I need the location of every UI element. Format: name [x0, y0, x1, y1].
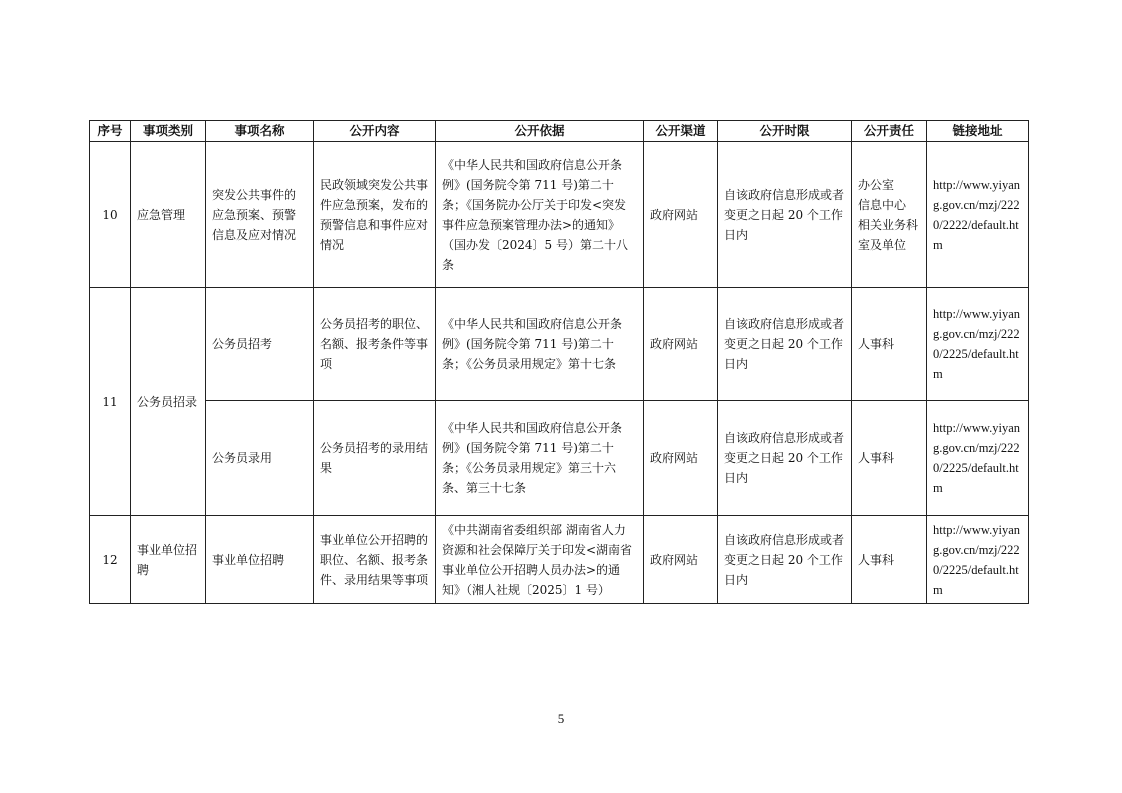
- cell-item-name: 事业单位招聘: [206, 516, 314, 604]
- cell-basis: 《中华人民共和国政府信息公开条例》(国务院令第 711 号)第二十条；《公务员录用规定》第十七条: [436, 288, 644, 401]
- header-link: 链接地址: [927, 121, 1029, 142]
- cell-link[interactable]: http://www.yiyang.gov.cn/mzj/2220/2225/default.htm: [927, 288, 1029, 401]
- cell-category: 应急管理: [131, 142, 206, 288]
- header-time-limit: 公开时限: [718, 121, 852, 142]
- cell-basis: 《中华人民共和国政府信息公开条例》(国务院令第 711 号)第二十条；《公务员录用规定》第三十六条、第三十七条: [436, 401, 644, 516]
- cell-channel: 政府网站: [644, 516, 718, 604]
- cell-content: 公务员招考的职位、名额、报考条件等事项: [314, 288, 436, 401]
- table-row-12: [90, 516, 1029, 604]
- header-item-name: 事项名称: [206, 121, 314, 142]
- cell-time-limit: 自该政府信息形成或者变更之日起 20 个工作日内: [718, 142, 852, 288]
- cell-time-limit: 自该政府信息形成或者变更之日起 20 个工作日内: [718, 288, 852, 401]
- cell-responsibility: 人事科: [852, 516, 927, 604]
- cell-seq: 12: [90, 516, 131, 604]
- cell-category: 公务员招录: [131, 288, 206, 516]
- cell-content: 民政领域突发公共事件应急预案，发布的预警信息和事件应对情况: [314, 142, 436, 288]
- cell-link[interactable]: http://www.yiyang.gov.cn/mzj/2220/2222/default.htm: [927, 142, 1029, 288]
- cell-channel: 政府网站: [644, 288, 718, 401]
- cell-basis: 《中共湖南省委组织部 湖南省人力资源和社会保障厅关于印发<湖南省事业单位公开招聘人员办法>的通知》（湘人社规〔2025〕1 号）: [436, 516, 644, 604]
- cell-time-limit: 自该政府信息形成或者变更之日起 20 个工作日内: [718, 401, 852, 516]
- header-seq: 序号: [90, 121, 131, 142]
- cell-responsibility: 人事科: [852, 401, 927, 516]
- cell-responsibility: 办公室 信息中心 相关业务科室及单位: [852, 142, 927, 288]
- cell-item-name: 公务员招考: [206, 288, 314, 401]
- header-row: [90, 121, 1029, 142]
- table-row-10: [90, 142, 1029, 288]
- cell-basis: 《中华人民共和国政府信息公开条例》(国务院令第 711 号)第二十条；《国务院办公厅关于印发<突发事件应急预案管理办法>的通知》（国办发〔2024〕5 号）第二十八条: [436, 142, 644, 288]
- cell-seq: 11: [90, 288, 131, 516]
- header-category: 事项类别: [131, 121, 206, 142]
- header-content: 公开内容: [314, 121, 436, 142]
- cell-item-name: 公务员录用: [206, 401, 314, 516]
- cell-content: 公务员招考的录用结果: [314, 401, 436, 516]
- cell-content: 事业单位公开招聘的职位、名额、报考条件、录用结果等事项: [314, 516, 436, 604]
- cell-responsibility: 人事科: [852, 288, 927, 401]
- page-number: 5: [557, 711, 565, 726]
- cell-time-limit: 自该政府信息形成或者变更之日起 20 个工作日内: [718, 516, 852, 604]
- cell-seq: 10: [90, 142, 131, 288]
- cell-category: 事业单位招聘: [131, 516, 206, 604]
- table-row-11-sub: [90, 401, 1029, 516]
- cell-item-name: 突发公共事件的应急预案、预警信息及应对情况: [206, 142, 314, 288]
- cell-link[interactable]: http://www.yiyang.gov.cn/mzj/2220/2225/default.htm: [927, 401, 1029, 516]
- cell-link[interactable]: http://www.yiyang.gov.cn/mzj/2220/2225/default.htm: [927, 516, 1029, 604]
- cell-channel: 政府网站: [644, 142, 718, 288]
- disclosure-table: [89, 120, 1029, 604]
- header-basis: 公开依据: [436, 121, 644, 142]
- header-responsibility: 公开责任: [852, 121, 927, 142]
- cell-channel: 政府网站: [644, 401, 718, 516]
- header-channel: 公开渠道: [644, 121, 718, 142]
- table-row-11: [90, 288, 1029, 401]
